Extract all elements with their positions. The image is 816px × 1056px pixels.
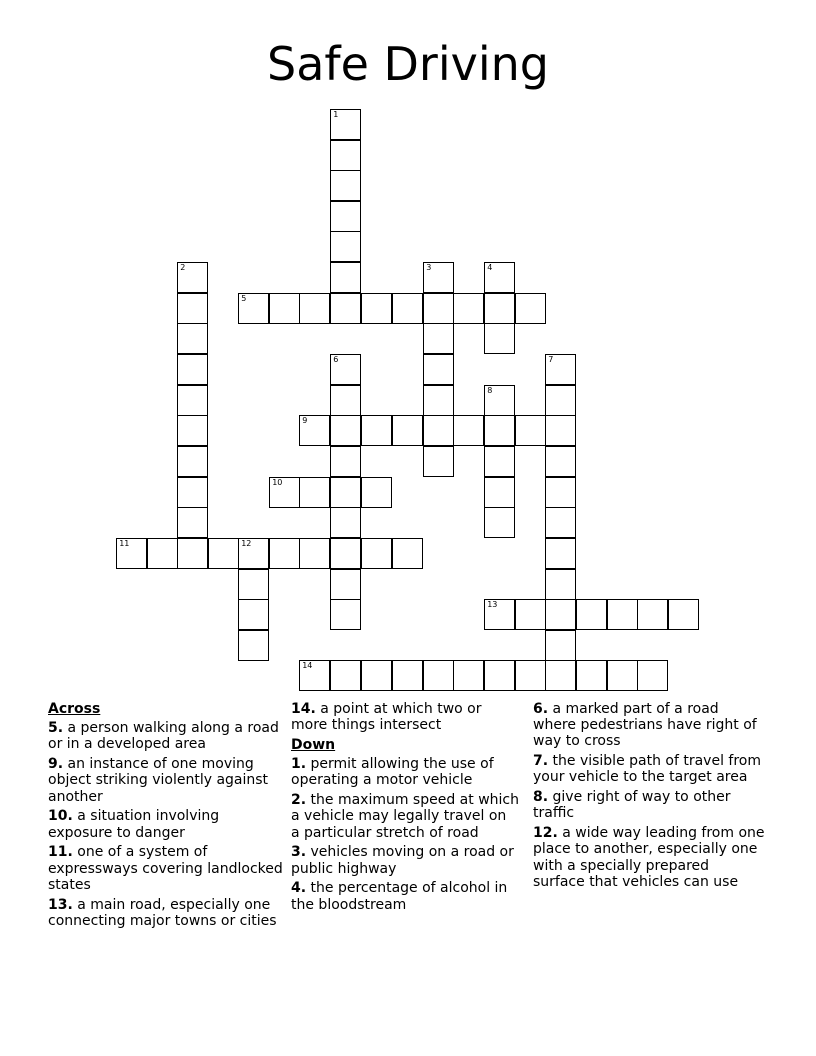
grid-cell[interactable]	[607, 660, 638, 691]
grid-cell[interactable]	[545, 415, 576, 446]
grid-cell[interactable]	[423, 354, 454, 385]
grid-cell[interactable]	[545, 477, 576, 508]
clue-number: 4	[487, 263, 493, 273]
grid-cell[interactable]	[484, 415, 515, 446]
grid-cell[interactable]	[637, 599, 668, 630]
clue-across-9: 9. an instance of one moving object striking violently against another	[48, 756, 269, 805]
grid-cell[interactable]	[330, 262, 361, 293]
grid-cell[interactable]	[361, 477, 392, 508]
clues-column-3	[533, 701, 765, 894]
grid-cell[interactable]	[515, 293, 546, 324]
grid-cell[interactable]	[484, 477, 515, 508]
clue-number: 14	[302, 661, 313, 671]
grid-cell[interactable]	[177, 323, 208, 354]
grid-cell[interactable]	[515, 599, 546, 630]
grid-cell[interactable]	[330, 599, 361, 630]
grid-cell[interactable]	[423, 262, 454, 293]
grid-cell[interactable]	[545, 354, 576, 385]
grid-cell[interactable]	[453, 660, 484, 691]
clue-number: 11	[119, 539, 130, 549]
clue-number: 9	[302, 416, 308, 426]
grid-cell[interactable]	[238, 630, 269, 661]
grid-cell[interactable]	[392, 538, 423, 569]
grid-cell[interactable]	[330, 201, 361, 232]
grid-cell[interactable]	[423, 293, 454, 324]
grid-cell[interactable]	[208, 538, 239, 569]
clue-across-11: 11. one of a system of expressways covering landlocked states	[48, 844, 283, 893]
grid-cell[interactable]	[238, 293, 269, 324]
grid-cell[interactable]	[177, 262, 208, 293]
grid-cell[interactable]	[607, 599, 638, 630]
clue-across-5: 5. a person walking along a road or in a developed area	[48, 720, 279, 753]
clue-number: 10	[272, 478, 283, 488]
grid-cell[interactable]	[330, 446, 361, 477]
grid-cell[interactable]	[545, 446, 576, 477]
clue-down-2: 2. the maximum speed at which a vehicle may legally travel on a particular stretch of road	[291, 792, 519, 841]
grid-cell[interactable]	[423, 660, 454, 691]
grid-cell[interactable]	[330, 660, 361, 691]
grid-cell[interactable]	[545, 569, 576, 600]
grid-cell[interactable]	[299, 415, 330, 446]
grid-cell[interactable]	[423, 385, 454, 416]
grid-cell[interactable]	[177, 415, 208, 446]
grid-cell[interactable]	[515, 660, 546, 691]
clue-across-14: 14. a point at which two or more things intersect	[291, 701, 482, 734]
grid-cell[interactable]	[177, 354, 208, 385]
grid-cell[interactable]	[330, 293, 361, 324]
grid-cell[interactable]	[116, 538, 147, 569]
clue-down-6: 6. a marked part of a road where pedestrians have right of way to cross	[533, 701, 757, 750]
grid-cell[interactable]	[484, 660, 515, 691]
grid-cell[interactable]	[545, 507, 576, 538]
grid-cell[interactable]	[637, 660, 668, 691]
clue-down-4: 4. the percentage of alcohol in the bloodstream	[291, 880, 508, 913]
grid-cell[interactable]	[423, 415, 454, 446]
clue-across-10: 10. a situation involving exposure to danger	[48, 808, 220, 841]
down-heading: Down	[291, 737, 336, 753]
grid-cell[interactable]	[177, 538, 208, 569]
grid-cell[interactable]	[299, 538, 330, 569]
grid-cell[interactable]	[545, 660, 576, 691]
grid-cell[interactable]	[177, 477, 208, 508]
clue-number: 8	[487, 386, 493, 396]
grid-cell[interactable]	[330, 507, 361, 538]
grid-cell[interactable]	[330, 385, 361, 416]
grid-cell[interactable]	[269, 293, 300, 324]
grid-cell[interactable]	[392, 415, 423, 446]
grid-cell[interactable]	[147, 538, 178, 569]
grid-cell[interactable]	[515, 415, 546, 446]
grid-cell[interactable]	[238, 599, 269, 630]
grid-cell[interactable]	[484, 446, 515, 477]
grid-cell[interactable]	[545, 599, 576, 630]
grid-cell[interactable]	[330, 170, 361, 201]
grid-cell[interactable]	[576, 660, 607, 691]
grid-cell[interactable]	[361, 660, 392, 691]
grid-cell[interactable]	[484, 599, 515, 630]
grid-cell[interactable]	[576, 599, 607, 630]
clue-down-7: 7. the visible path of travel from your vehicle to the target area	[533, 753, 762, 786]
grid-cell[interactable]	[545, 538, 576, 569]
clue-number: 1	[333, 110, 339, 120]
grid-cell[interactable]	[361, 538, 392, 569]
grid-cell[interactable]	[484, 262, 515, 293]
grid-cell[interactable]	[484, 323, 515, 354]
grid-cell[interactable]	[392, 293, 423, 324]
grid-cell[interactable]	[361, 293, 392, 324]
grid-cell[interactable]	[330, 538, 361, 569]
grid-cell[interactable]	[330, 415, 361, 446]
grid-cell[interactable]	[269, 477, 300, 508]
grid-cell[interactable]	[330, 569, 361, 600]
across-heading: Across	[48, 701, 101, 717]
grid-cell[interactable]	[299, 293, 330, 324]
grid-cell[interactable]	[330, 477, 361, 508]
clue-down-12: 12. a wide way leading from one place to another, especially one with a specially prepared surface that vehicles can use	[533, 825, 765, 890]
clue-number: 5	[241, 294, 247, 304]
clue-number: 12	[241, 539, 252, 549]
grid-cell[interactable]	[238, 569, 269, 600]
grid-cell[interactable]	[668, 599, 699, 630]
grid-cell[interactable]	[299, 477, 330, 508]
grid-cell[interactable]	[361, 415, 392, 446]
grid-cell[interactable]	[330, 354, 361, 385]
grid-cell[interactable]	[484, 507, 515, 538]
grid-cell[interactable]	[392, 660, 423, 691]
grid-cell[interactable]	[330, 140, 361, 171]
clue-across-13: 13. a main road, especially one connecting major towns or cities	[48, 896, 277, 929]
grid-cell[interactable]	[484, 385, 515, 416]
grid-cell[interactable]	[453, 415, 484, 446]
grid-cell[interactable]	[330, 109, 361, 140]
grid-cell[interactable]	[545, 385, 576, 416]
clue-down-1: 1. permit allowing the use of operating a motor vehicle	[291, 756, 494, 789]
grid-cell[interactable]	[177, 293, 208, 324]
clue-down-3: 3. vehicles moving on a road or public highway	[291, 844, 514, 877]
clue-number: 7	[548, 355, 554, 365]
clues-column-2	[291, 701, 519, 916]
grid-cell[interactable]	[177, 446, 208, 477]
grid-cell[interactable]	[545, 630, 576, 661]
clue-number: 3	[426, 263, 432, 273]
grid-cell[interactable]	[177, 385, 208, 416]
grid-cell[interactable]	[484, 293, 515, 324]
page-title: Safe Driving	[267, 37, 549, 91]
grid-cell[interactable]	[453, 293, 484, 324]
grid-cell[interactable]	[269, 538, 300, 569]
grid-cell[interactable]	[299, 660, 330, 691]
grid-cell[interactable]	[177, 507, 208, 538]
clue-number: 13	[487, 600, 498, 610]
grid-cell[interactable]	[238, 538, 269, 569]
clue-down-8: 8. give right of way to other traffic	[533, 789, 731, 822]
grid-cell[interactable]	[330, 231, 361, 262]
clue-number: 6	[333, 355, 339, 365]
clue-number: 2	[180, 263, 186, 273]
grid-cell[interactable]	[423, 323, 454, 354]
clues-column-1	[48, 701, 284, 933]
grid-cell[interactable]	[423, 446, 454, 477]
